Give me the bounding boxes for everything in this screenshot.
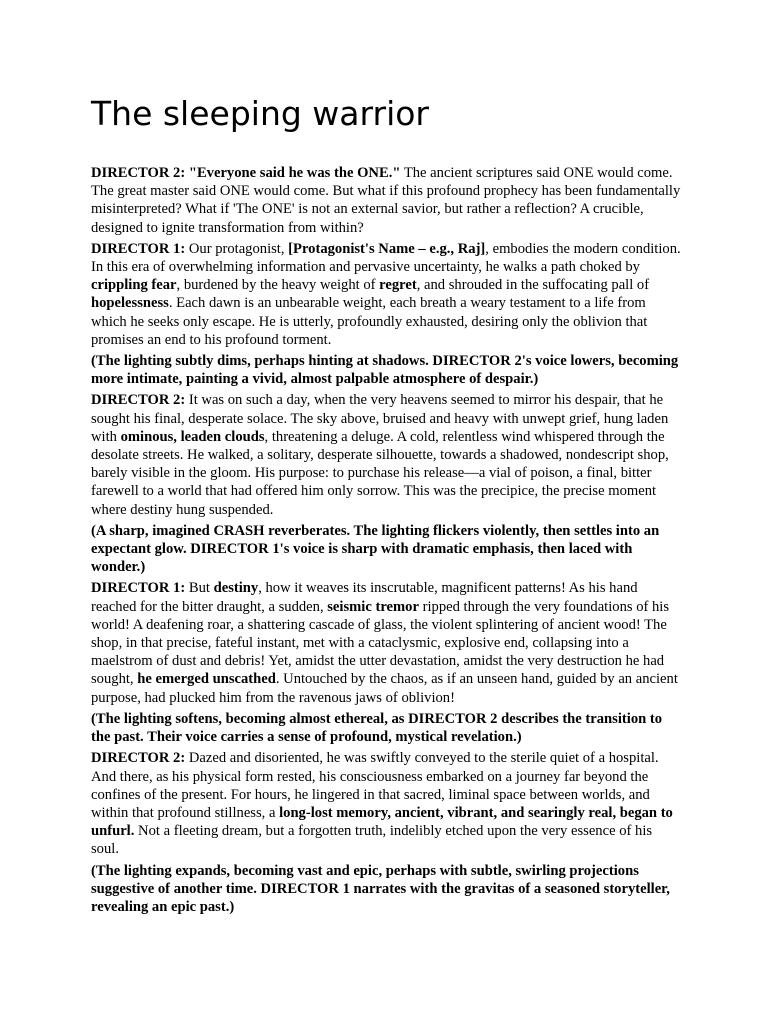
emphasis-run: ominous, leaden clouds (120, 428, 265, 445)
text-run: But (185, 580, 214, 597)
emphasis-run: [Protagonist's Name – e.g., Raj] (288, 240, 486, 257)
text-run: It was on such a day, when the very heavens seemed to mirror his despair, that he sought his final, desperate solace. The sky above, bruised and heavy with unwept grief, hung laden with (91, 392, 669, 445)
dialogue-paragraph (91, 579, 681, 706)
speaker-label: DIRECTOR 1: (91, 580, 186, 597)
stage-direction (91, 710, 681, 746)
stage-direction-text: (The lighting expands, becoming vast and epic, perhaps with subtle, swirling projections suggestive of another time. DIRECTOR 1 narrates with the gravitas of a seasoned storyteller, revealing an epic past.) (91, 862, 670, 915)
speaker-label: DIRECTOR 2: (91, 392, 186, 409)
emphasis-run: long-lost memory, ancient, vibrant, and searingly real, began to unfurl. (91, 804, 673, 840)
text-run: , embodies the modern condition. In this era of overwhelming information and pervasive uncertainty, he walks a path choked by (91, 240, 681, 276)
speaker-label: DIRECTOR 1: (91, 240, 186, 257)
text-run: , threatening a deluge. A cold, relentless wind whispered through the desolate streets. He walked, a solitary, desperate silhouette, towards a shadowed, nondescript shop, barely visible in the gloom. His purpose: to purchase his release—a vial of poison, a final, bitter farewell to a world that had offered him only sorrow. This was the precipice, the precise moment where destiny hung suspended. (91, 428, 669, 518)
text-run: . Untouched by the chaos, as if an unseen hand, guided by an ancient purpose, had plucked him from the ravenous jaws of oblivion! (91, 671, 678, 706)
document-body (91, 164, 681, 919)
document-title: The sleeping warrior (91, 94, 429, 133)
text-run: , how it weaves its inscrutable, magnificent patterns! As his hand reached for the bitter draught, a sudden, (91, 580, 638, 615)
text-run: . Each dawn is an unbearable weight, each breath a weary testament to a life from which he seeks only escape. He is utterly, profoundly exhausted, desiring only the oblivion that promises an end to his profound torment. (91, 295, 648, 348)
emphasis-run: hopelessness (91, 295, 169, 312)
stage-direction (91, 352, 681, 388)
text-run: , burdened by the heavy weight of (176, 277, 380, 294)
stage-direction-text: (The lighting softens, becoming almost ethereal, as DIRECTOR 2 describes the transition to the past. Their voice carries a sense of profound, mystical revelation.) (91, 710, 663, 746)
speaker-line: DIRECTOR 2: "Everyone said he was the ONE." (91, 165, 401, 181)
stage-direction-text: (The lighting subtly dims, perhaps hinting at shadows. DIRECTOR 2's voice lowers, becoming more intimate, painting a vivid, almost palpable atmosphere of despair.) (91, 353, 679, 388)
stage-direction (91, 522, 681, 577)
dialogue-paragraph (91, 749, 681, 858)
emphasis-run: seismic tremor (327, 598, 419, 615)
dialogue-paragraph (91, 164, 681, 237)
dialogue-paragraph (91, 240, 681, 349)
emphasis-run: destiny (213, 580, 259, 597)
speaker-label: DIRECTOR 2: (91, 750, 186, 767)
text-run: Not a fleeting dream, but a forgotten truth, indelibly etched upon the very essence of his soul. (91, 823, 653, 858)
emphasis-run: he emerged unscathed (137, 671, 276, 688)
emphasis-run: regret (379, 277, 417, 294)
text-run: The ancient scriptures said ONE would come. The great master said ONE would come. But what if this profound prophecy has been fundamentally misinterpreted? What if 'The ONE' is not an external savior, but rather a reflection? A crucible, designed to ignite transformation from within? (91, 165, 681, 236)
emphasis-run: crippling fear (91, 277, 177, 294)
dialogue-paragraph (91, 391, 681, 518)
stage-direction (91, 862, 681, 917)
text-run: Dazed and disoriented, he was swiftly conveyed to the sterile quiet of a hospital. And there, as his physical form rested, his consciousness embarked on a journey far beyond the confines of the present. For hours, he lingered in that sacred, liminal space between worlds, and within that profound stillness, a (91, 750, 659, 821)
text-run: Our protagonist, (185, 240, 289, 257)
stage-direction-text: (A sharp, imagined CRASH reverberates. The lighting flickers violently, then settles into an expectant glow. DIRECTOR 1's voice is sharp with dramatic emphasis, then laced with wonder.) (91, 522, 660, 576)
text-run: , and shrouded in the suffocating pall of (416, 277, 650, 294)
text-run: ripped through the very foundations of his world! A deafening roar, a shattering cascade of glass, the violent splintering of ancient wood! The shop, in that precise, fateful instant, met with a cataclysmic, explosive end, collapsing into a maelstrom of dust and debris! Yet, amidst the utter devastation, amidst the very destruction he had sought, (91, 598, 670, 688)
